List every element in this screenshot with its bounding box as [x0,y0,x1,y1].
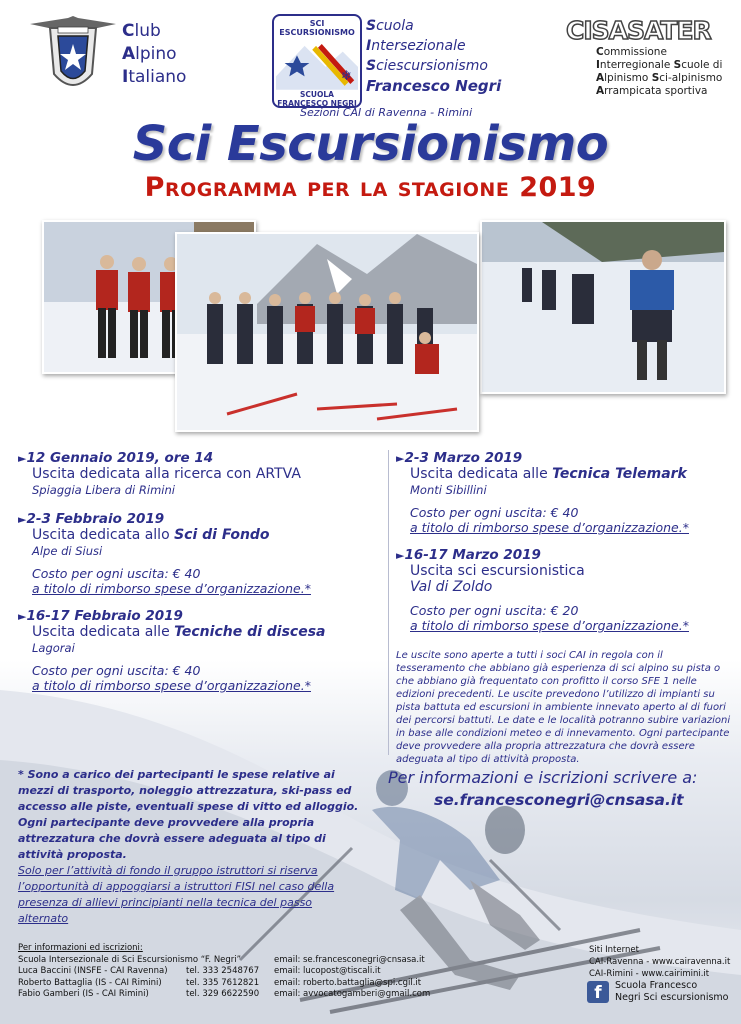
arrow-right-icon: ► [396,549,405,562]
svg-text:❄: ❄ [340,69,353,85]
photo-group-center [175,232,479,432]
event-description: Uscita sci escursionistica [410,563,585,579]
event-location: Spiaggia Libera di Rimini [32,483,175,497]
event-reimbursement: a titolo di rimborso spese d’organizzazione.* [410,520,689,535]
websites-title: Siti Internet [589,945,639,955]
event-cost: Costo per ogni uscita: € 40 [32,663,201,678]
event-cost: Costo per ogni uscita: € 20 [410,603,579,618]
arrow-right-icon: ► [18,610,27,623]
facebook-page-name-2: Negri Sci escursionismo [615,992,729,1003]
contact-row [18,955,474,967]
contact-name: Luca Baccini (INSFE - CAI Ravenna) [18,966,168,976]
costs-note [18,767,363,927]
event-date: 12 Gennaio 2019, ore 14 [26,450,214,466]
photo-group-right [480,220,726,394]
contact-email[interactable]: email: avvocatogamberi@gmail.com [274,989,431,999]
event-description: Uscita dedicata alla ricerca con ARTVA [32,466,301,482]
websites [589,944,730,980]
facebook-icon: f [587,981,609,1003]
event-location: Alpe di Siusi [32,544,103,558]
event-description: Uscita dedicata allo [32,527,175,543]
event-date: 16-17 Marzo 2019 [404,547,541,563]
footer-contacts [18,943,474,1001]
scuola-logo-bottom-1: SCUOLA [300,90,334,99]
event-location: Lagorai [32,641,75,655]
scuola-logo-bottom-2: FRANCESCO NEGRI [277,99,357,108]
contact-email[interactable]: email: lucopost@tiscali.it [274,966,381,976]
event-date: 2-3 Febbraio 2019 [26,511,165,527]
info-email-link[interactable]: se.francesconegri@cnsasa.it [434,791,684,809]
facebook-link[interactable] [587,980,728,1004]
scuola-logo [272,14,362,108]
fondo-note-text: Solo per l’attività di fondo il gruppo istruttori si riserva l’opportunità di appoggiarsi a istruttori FISI nel caso della presenza di allievi principianti nella tecnica del passo alternato [18,864,335,925]
event-description-highlight: Tecnica Telemark [552,466,687,482]
event-date: 16-17 Febbraio 2019 [26,608,183,624]
event-reimbursement: a titolo di rimborso spese d’organizzazione.* [32,678,311,693]
costs-note-text: * Sono a carico dei partecipanti le spese relative ai mezzi di trasporto, noleggio attrezzatura, ski-pass ed accesso alle piste, eventuali spese di vitto ed alloggio. Ogni partecipante deve provvedere alla propria attrezzatura che dovrà essere adeguata al tipo di attività proposta. [18,768,359,861]
event-description: Uscita dedicata alle [32,624,175,640]
contact-email[interactable]: email: se.francesconegri@cnsasa.it [274,954,425,965]
event-location: Val di Zoldo [410,579,493,595]
arrow-right-icon: ► [18,452,27,465]
contact-name: Roberto Battaglia (IS - CAI Rimini) [18,977,162,988]
column-divider [388,450,389,755]
scuola-name: Scuola Intersezionale Sciescursionismo Francesco Negri [366,18,502,95]
scuola-logo-top: SCI ESCURSIONISMO [279,19,355,37]
contact-name: Fabio Gamberi (IS - CAI Rimini) [18,989,149,999]
arrow-right-icon: ► [396,452,405,465]
contact-tel: tel. 335 7612821 [186,977,260,988]
info-title: Per informazioni e iscrizioni scrivere a: [388,768,698,787]
contact-row [18,966,474,978]
cai-logo [28,14,118,98]
contact-row [18,989,474,1001]
contact-email[interactable]: email: roberto.battaglia@spi.cgil.it [274,977,422,988]
event-item [18,511,378,596]
event-location: Monti Sibillini [410,483,487,497]
arrow-right-icon: ► [18,513,27,526]
mountain-snowflake-icon [276,38,358,90]
event-item [396,547,736,633]
website-link[interactable]: CAI-Ravenna - www.cairavenna.it [589,957,731,967]
event-cost: Costo per ogni uscita: € 40 [32,566,201,581]
page-subtitle: Programma per la stagione 2019 [144,172,597,203]
contact-tel: tel. 329 6622590 [186,989,260,999]
event-reimbursement: a titolo di rimborso spese d’organizzazione.* [410,618,689,633]
event-item [18,608,378,693]
participation-note: Le uscite sono aperte a tutti i soci CAI in regola con il tesseramento che abbiano già esperienza di sci alpino su pista o che abbiano già frequentato con profitto il corso SFE 1 nelle edizioni precedenti. Le uscite prevedono l’utilizzo di impianti su pista battuta ed escursioni in ambiente innevato aperto al di fuori dei percorsi battuti. Le date e le località potranno subire variazioni in base alle condizioni meteo e di innevamento. Ogni partecipante deve provvedere alla propria attrezzatura che dovrà essere adeguata al tipo di attività proposta. [396,650,731,765]
website-link[interactable]: CAI-Rimini - www.cairimini.it [589,969,710,979]
event-description-highlight: Sci di Fondo [174,527,270,543]
contact-row [18,978,474,990]
footer-heading: Per informazioni ed iscrizioni: [18,943,143,953]
events-left-column [18,450,378,703]
event-reimbursement: a titolo di rimborso spese d’organizzazione.* [32,581,311,596]
contact-tel: tel. 333 2548767 [186,966,260,976]
page-title: Sci Escursionismo [132,116,609,172]
event-description-highlight: Tecniche di discesa [174,624,326,640]
event-cost: Costo per ogni uscita: € 40 [410,505,579,520]
contact-name: Scuola Intersezionale di Sci Escursionismo “F. Negri” [18,954,242,965]
event-item [396,450,736,535]
cisasater-name: Commissione Interregionale Scuole di Alpinismo Sci-alpinismo Arrampicata sportiva [596,46,723,97]
cai-name: Club Alpino Italiano [122,21,187,87]
events-right-column [396,450,736,643]
event-description: Uscita dedicata alle [410,466,553,482]
sezioni-text: Sezioni CAI di Ravenna - Rimini [300,106,473,119]
event-item [18,450,378,497]
event-date: 2-3 Marzo 2019 [404,450,523,466]
facebook-page-name-1: Scuola Francesco [615,980,698,991]
cisasater-logo: CISASATER [566,16,711,45]
